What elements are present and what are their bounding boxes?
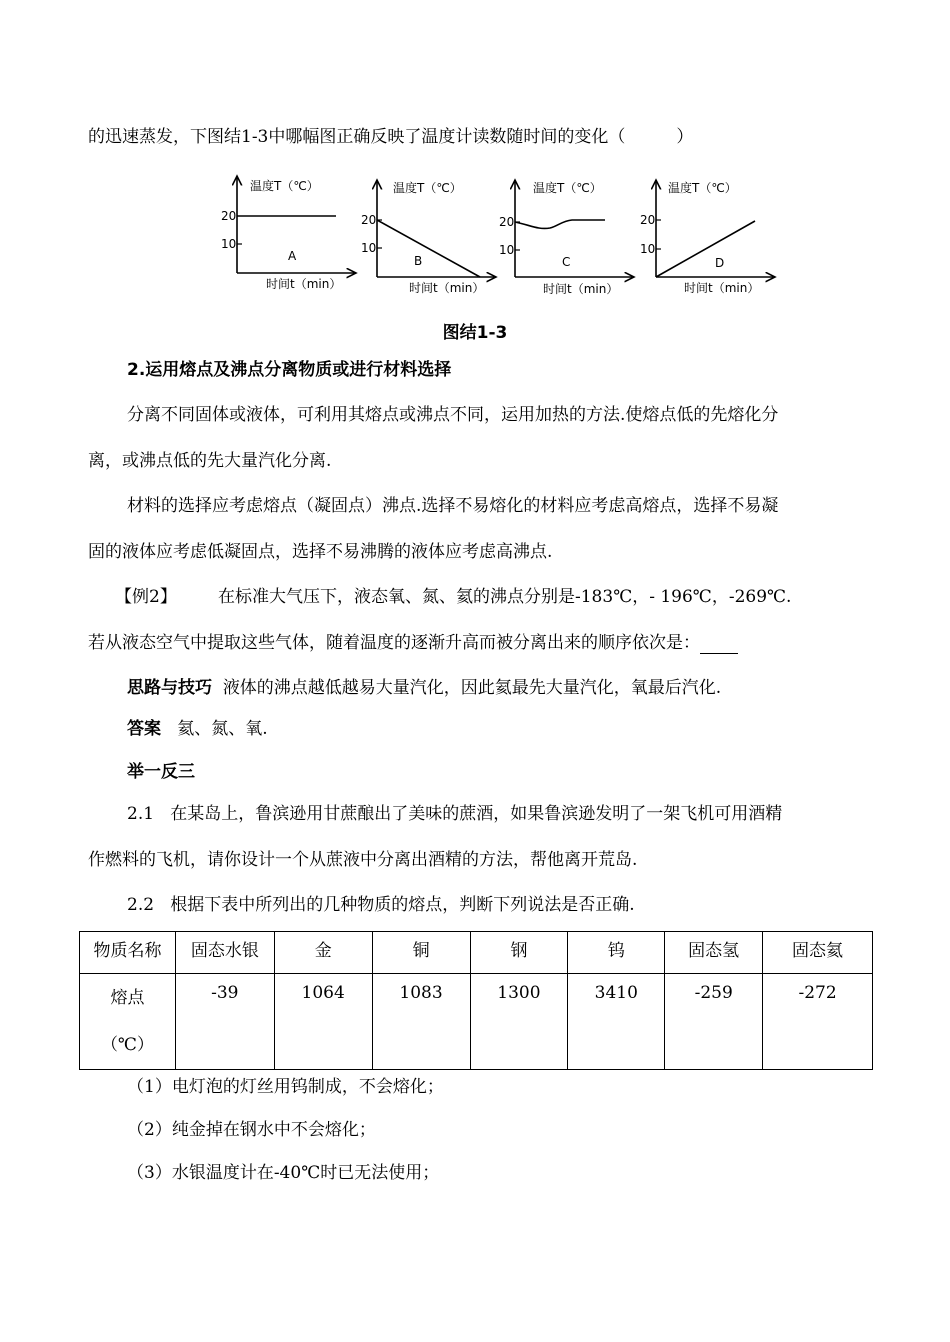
example2-line2-text: 若从液态空气中提取这些气体，随着温度的逐渐升高而被分离出来的顺序依次是：: [88, 633, 700, 653]
table-header-cell: 固态水银: [175, 932, 274, 974]
graph-b-tick-20: 20: [361, 213, 377, 227]
table-header-cell: 钢: [470, 932, 568, 974]
q21-num: 2.1: [127, 804, 155, 824]
graph-a-ylabel: 温度T（℃）: [250, 179, 319, 193]
thinking-text: 液体的沸点越低越易大量汽化，因此氦最先大量汽化，氧最后汽化.: [222, 678, 722, 698]
table-cell: -272: [763, 974, 873, 1070]
graph-d-tick-20: 20: [640, 213, 656, 227]
q21-line1: 在某岛上，鲁滨逊用甘蔗酿出了美味的蔗酒，如果鲁滨逊发明了一架飞机可用酒精: [170, 804, 783, 824]
practice-title: 举一反三: [127, 762, 195, 782]
section-2-title: 2.运用熔点及沸点分离物质或进行材料选择: [127, 360, 452, 380]
table-row-label: [80, 974, 176, 1070]
graph-c-letter: C: [562, 255, 571, 269]
graph-d-letter: D: [715, 256, 725, 270]
para2-line1: 材料的选择应考虑熔点（凝固点）沸点.选择不易熔化的材料应考虑高熔点，选择不易凝: [127, 496, 779, 516]
intro-line: 的迅速蒸发，下图结1-3中哪幅图正确反映了温度计读数随时间的变化（ ）: [88, 127, 694, 147]
answer-blank: [700, 637, 738, 654]
row-label-line2: （℃）: [100, 1035, 154, 1055]
graph-a-tick-10: 10: [221, 237, 237, 251]
thinking-label: 思路与技巧: [127, 678, 212, 698]
graph-b-letter: B: [414, 254, 423, 268]
statement-2: （2）纯金掉在钢水中不会熔化；: [127, 1120, 376, 1140]
example2-line1: 在标准大气压下，液态氧、氮、氦的沸点分别是-183℃，- 196℃，-269℃.: [218, 587, 792, 607]
statement-3: （3）水银温度计在-40℃时已无法使用；: [127, 1163, 440, 1183]
table-cell: 1083: [372, 974, 470, 1070]
table-header-cell: 铜: [372, 932, 470, 974]
answer-row: [127, 718, 268, 740]
table-cell: -39: [175, 974, 274, 1070]
table-cell: 3410: [568, 974, 665, 1070]
table-header-cell: 物质名称: [80, 932, 176, 974]
table-header-cell: 金: [274, 932, 372, 974]
melting-point-table: [79, 931, 873, 1070]
q21-line2: 作燃料的飞机，请你设计一个从蔗液中分离出酒精的方法，帮他离开荒岛.: [88, 850, 638, 870]
graph-b-ylabel: 温度T（℃）: [393, 181, 462, 195]
q22-row: [127, 894, 635, 916]
graph-a: [221, 176, 356, 291]
figure-caption: 图结1-3: [442, 323, 508, 343]
example2-line2: [88, 632, 738, 654]
statement-1: （1）电灯泡的灯丝用钨制成，不会熔化；: [127, 1077, 444, 1097]
graph-c: [499, 180, 634, 296]
table-header-cell: 固态氦: [763, 932, 873, 974]
graph-a-tick-20: 20: [221, 209, 237, 223]
answer-text: 氦、氮、氧.: [177, 719, 268, 739]
example2-label: 【例2】: [115, 587, 177, 607]
graph-a-xlabel: 时间t（min）: [266, 277, 342, 291]
q22-text: 根据下表中所列出的几种物质的熔点，判断下列说法是否正确.: [170, 895, 635, 915]
graph-d-ylabel: 温度T（℃）: [668, 181, 737, 195]
graph-b: [361, 180, 496, 295]
table-header-row: [80, 932, 873, 974]
table-header-cell: 固态氢: [665, 932, 763, 974]
graph-a-letter: A: [288, 249, 297, 263]
table-cell: -259: [665, 974, 763, 1070]
graph-c-ylabel: 温度T（℃）: [533, 181, 602, 195]
row-label-line1: 熔点: [110, 988, 145, 1008]
graph-b-xlabel: 时间t（min）: [409, 281, 485, 295]
thinking-row: [127, 677, 721, 699]
graph-d-tick-10: 10: [640, 242, 656, 256]
graph-c-tick-20: 20: [499, 215, 515, 229]
graph-d: [640, 180, 775, 295]
para1-line2: 离，或沸点低的先大量汽化分离.: [88, 451, 332, 471]
graph-c-tick-10: 10: [499, 243, 515, 257]
figure-graphs: [200, 170, 780, 300]
graph-b-tick-10: 10: [361, 241, 377, 255]
graph-d-xlabel: 时间t（min）: [684, 281, 760, 295]
graph-c-xlabel: 时间t（min）: [543, 282, 619, 296]
q21-row: [127, 803, 782, 825]
table-header-cell: 钨: [568, 932, 665, 974]
table-row: [80, 974, 873, 1070]
para1-line1: 分离不同固体或液体，可利用其熔点或沸点不同，运用加热的方法.使熔点低的先熔化分: [127, 405, 779, 425]
answer-label: 答案: [127, 719, 161, 739]
table-cell: 1064: [274, 974, 372, 1070]
table-cell: 1300: [470, 974, 568, 1070]
para2-line2: 固的液体应考虑低凝固点，选择不易沸腾的液体应考虑高沸点.: [88, 542, 553, 562]
q22-num: 2.2: [127, 895, 155, 915]
